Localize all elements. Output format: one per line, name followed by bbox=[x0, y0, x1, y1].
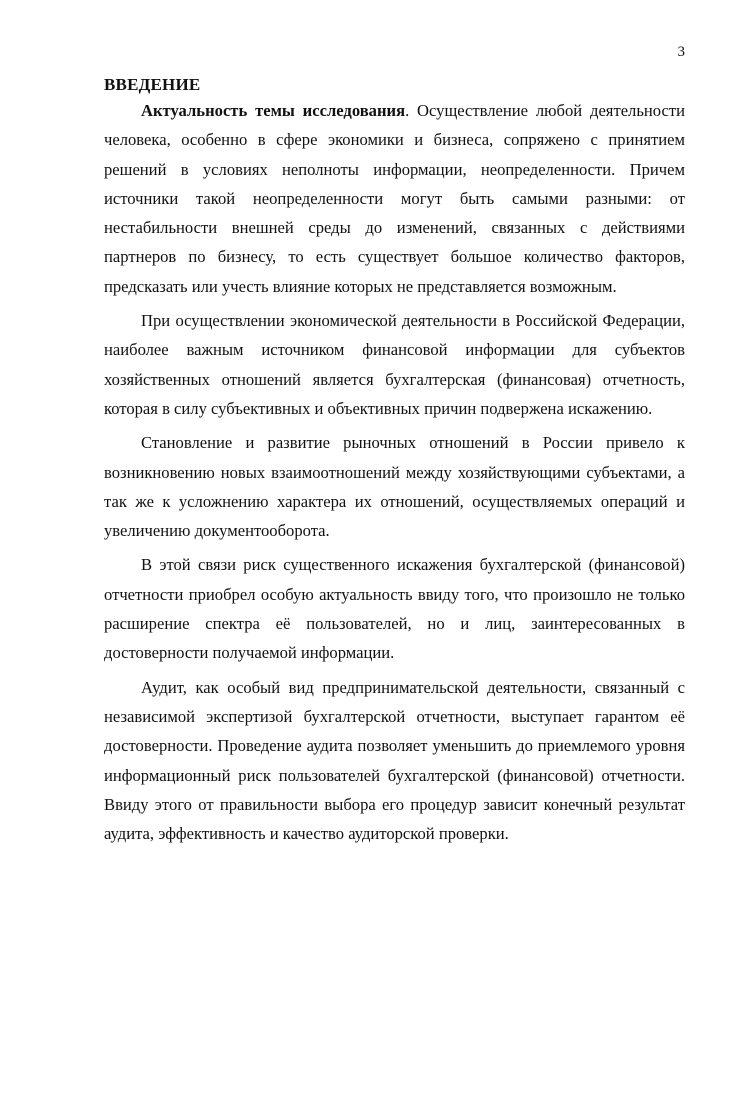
intro-lead: Актуальность темы исследования bbox=[141, 101, 406, 120]
paragraph: Аудит, как особый вид предпринимательской деятельности, связанный с независимой экспертизой бухгалтерской отчетности, выступает гарантом её достоверности. Проведение аудита позволяет уменьшить до приемлемого уровня информационный риск пользователей бухгалтерской (финансовой) отчетности. Ввиду этого от правильности выбора его процедур зависит конечный результат аудита, эффективность и качество аудиторской проверки. bbox=[104, 677, 685, 844]
paragraph: Становление и развитие рыночных отношений в России привело к возникновению новых взаимоотношений между хозяйствующими субъектами, а так же к усложнению характера их отношений, осуществляемых операций и увеличению документооборота. bbox=[104, 433, 685, 541]
section-heading: ВВЕДЕНИЕ bbox=[104, 75, 201, 94]
body-text bbox=[104, 96, 685, 848]
intro-rest: . Осуществление любой деятельности человека, особенно в сфере экономики и бизнеса, сопряжено с принятием решений в условиях неполноты информации, неопределенности. Причем источники такой неопределенности могут быть самыми разными: от нестабильности внешней среды до изменений, связанных с действиями партнеров по бизнесу, то есть существует большое количество факторов, предсказать или учесть влияние которых не представляется возможным. bbox=[104, 101, 685, 296]
intro-paragraph bbox=[104, 96, 685, 301]
page-number: 3 bbox=[677, 44, 685, 60]
paragraph: При осуществлении экономической деятельности в Российской Федерации, наиболее важным источником финансовой информации для субъектов хозяйственных отношений является бухгалтерская (финансовая) отчетность, которая в силу субъективных и объективных причин подвержена искажению. bbox=[104, 311, 685, 418]
paragraph: В этой связи риск существенного искажения бухгалтерской (финансовой) отчетности приобрел особую актуальность ввиду того, что произошло не только расширение спектра её пользователей, но и лиц, заинтересованных в достоверности получаемой информации. bbox=[104, 555, 685, 663]
